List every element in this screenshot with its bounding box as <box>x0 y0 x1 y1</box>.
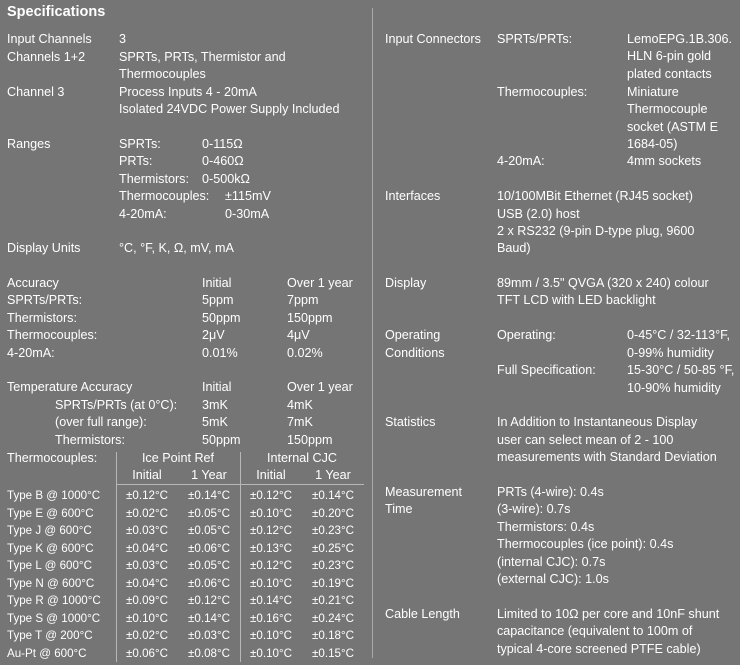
connector-tc-line: Miniature <box>627 85 679 99</box>
accuracy-row-initial: 50ppm <box>202 311 241 325</box>
temp-accuracy-row-initial: 3mK <box>202 398 228 412</box>
statistics-line: user can select mean of 2 - 100 <box>497 433 674 447</box>
tc-row-value: ±0.06°C <box>188 577 230 590</box>
page-title: Specifications <box>7 4 106 20</box>
operating-label: Conditions <box>385 346 445 360</box>
tc-row-value: ±0.05°C <box>188 559 230 572</box>
tc-row-value: ±0.10°C <box>126 612 168 625</box>
tc-row-value: ±0.05°C <box>188 524 230 537</box>
ranges-label: Ranges <box>7 137 51 151</box>
tc-row-value: ±0.19°C <box>312 577 354 590</box>
range-name: SPRTs: <box>119 137 161 151</box>
column-divider <box>372 8 373 658</box>
range-name: PRTs: <box>119 154 153 168</box>
measurement-line: (external CJC): 1.0s <box>497 572 609 586</box>
temp-accuracy-col-initial: Initial <box>202 380 232 394</box>
tc-row-value: ±0.06°C <box>188 542 230 555</box>
range-value: ±115mV <box>225 189 271 203</box>
display-units-value: °C, °F, K, Ω, mV, mA <box>119 241 234 255</box>
full-spec-value: 10-90% humidity <box>627 381 721 395</box>
tc-row-value: ±0.10°C <box>250 507 292 520</box>
accuracy-row-name: SPRTs/PRTs: <box>7 293 83 307</box>
temp-accuracy-row-year: 4mK <box>287 398 313 412</box>
accuracy-row-initial: 5ppm <box>202 293 234 307</box>
tc-row-type: Type E @ 600°C <box>7 507 94 520</box>
connector-tc-line: 1684-05) <box>627 137 678 151</box>
tc-row-value: ±0.12°C <box>126 489 168 502</box>
connector-tc-line: socket (ASTM E <box>627 120 718 134</box>
accuracy-row-initial: 0.01% <box>202 346 238 360</box>
full-spec-value: 15-30°C / 50-85 °F, <box>627 363 735 377</box>
tc-row-value: ±0.13°C <box>250 542 292 555</box>
tc-row-value: ±0.18°C <box>312 629 354 642</box>
temp-accuracy-row-year: 150ppm <box>287 433 333 447</box>
tc-row-type: Type T @ 200°C <box>7 629 93 642</box>
tc-row-value: ±0.12°C <box>250 524 292 537</box>
measurement-line: Thermocouples (ice point): 0.4s <box>497 537 674 551</box>
tc-group-internal-cjc: Internal CJC <box>267 451 337 465</box>
range-name: Thermocouples: <box>119 189 210 203</box>
display-label: Display <box>385 276 427 290</box>
accuracy-col-year: Over 1 year <box>287 276 353 290</box>
tc-row-value: ±0.03°C <box>126 559 168 572</box>
statistics-line: measurements with Standard Deviation <box>497 450 717 464</box>
tc-row-value: ±0.14°C <box>250 594 292 607</box>
temp-accuracy-col-year: Over 1 year <box>287 380 353 394</box>
accuracy-row-name: 4-20mA: <box>7 346 55 360</box>
tc-sub-initial: Initial <box>132 468 162 482</box>
temp-accuracy-row-name: Thermistors: <box>55 433 125 447</box>
tc-row-type: Type B @ 1000°C <box>7 489 101 502</box>
connector-tc-line: Thermocouple <box>627 102 708 116</box>
interfaces-line: USB (2.0) host <box>497 207 580 221</box>
tc-row-value: ±0.23°C <box>312 559 354 572</box>
connector-sprt-line: LemoEPG.1B.306. <box>627 32 733 46</box>
accuracy-row-year: 7ppm <box>287 293 319 307</box>
accuracy-row-name: Thermocouples: <box>7 328 98 342</box>
tc-row-value: ±0.06°C <box>126 647 168 660</box>
measurement-line: (internal CJC): 0.7s <box>497 555 606 569</box>
tc-row-value: ±0.20°C <box>312 507 354 520</box>
range-value: 0-500kΩ <box>202 172 250 186</box>
tc-row-value: ±0.16°C <box>250 612 292 625</box>
interfaces-line: Baud) <box>497 241 531 255</box>
accuracy-label: Accuracy <box>7 276 59 290</box>
tc-row-value: ±0.04°C <box>126 577 168 590</box>
temp-accuracy-row-year: 7mK <box>287 415 313 429</box>
tc-row-value: ±0.23°C <box>312 524 354 537</box>
cable-label: Cable Length <box>385 607 460 621</box>
temp-accuracy-row-name: (over full range): <box>55 415 147 429</box>
range-name: Thermistors: <box>119 172 189 186</box>
operating-label: Operating <box>385 328 441 342</box>
tc-row-value: ±0.21°C <box>312 594 354 607</box>
measurement-label: Time <box>385 502 413 516</box>
statistics-label: Statistics <box>385 415 436 429</box>
tc-row-type: Type L @ 600°C <box>7 559 92 572</box>
operating-value: 0-99% humidity <box>627 346 714 360</box>
tc-row-type: Type S @ 1000°C <box>7 612 101 625</box>
display-line: 89mm / 3.5" QVGA (320 x 240) colour <box>497 276 709 290</box>
cable-line: typical 4-core screened PTFE cable) <box>497 642 701 656</box>
accuracy-row-initial: 2μV <box>202 328 225 342</box>
tc-row-value: ±0.08°C <box>188 647 230 660</box>
measurement-line: (3-wire): 0.7s <box>497 502 571 516</box>
tc-row-type: Type J @ 600°C <box>7 524 92 537</box>
tc-row-value: ±0.12°C <box>250 559 292 572</box>
statistics-line: In Addition to Instantaneous Display <box>497 415 698 429</box>
tc-sub-initial: Initial <box>256 468 286 482</box>
tc-row-value: ±0.09°C <box>126 594 168 607</box>
measurement-label: Measurement <box>385 485 462 499</box>
tc-row-value: ±0.10°C <box>250 577 292 590</box>
tc-row-value: ±0.05°C <box>188 507 230 520</box>
temp-accuracy-row-initial: 50ppm <box>202 433 241 447</box>
tc-row-value: ±0.12°C <box>188 594 230 607</box>
tc-row-type: Type N @ 600°C <box>7 577 95 590</box>
input-channels-value: 3 <box>119 32 127 46</box>
channel-3-line2: Isolated 24VDC Power Supply Included <box>119 102 340 116</box>
operating-value: 0-45°C / 32-113°F, <box>627 328 730 342</box>
tc-header-rule <box>116 484 364 485</box>
operating-name: Operating: <box>497 328 556 342</box>
display-line: TFT LCD with LED backlight <box>497 293 656 307</box>
input-connectors-label: Input Connectors <box>385 32 481 46</box>
range-name: 4-20mA: <box>119 207 167 221</box>
interfaces-line: 10/100MBit Ethernet (RJ45 socket) <box>497 189 693 203</box>
accuracy-row-year: 0.02% <box>287 346 323 360</box>
accuracy-row-year: 150ppm <box>287 311 333 325</box>
range-value: 0-115Ω <box>202 137 243 151</box>
measurement-line: Thermistors: 0.4s <box>497 520 595 534</box>
tc-row-type: Type K @ 600°C <box>7 542 94 555</box>
tc-row-value: ±0.02°C <box>126 507 168 520</box>
temp-accuracy-label: Temperature Accuracy <box>7 380 133 394</box>
interfaces-line: 2 x RS232 (9-pin D-type plug, 9600 <box>497 224 695 238</box>
tc-row-type: Type R @ 1000°C <box>7 594 101 607</box>
tc-row-value: ±0.03°C <box>188 629 230 642</box>
tc-row-value: ±0.14°C <box>188 489 230 502</box>
tc-row-value: ±0.25°C <box>312 542 354 555</box>
tc-sub-year: 1 Year <box>191 468 227 482</box>
tc-row-value: ±0.03°C <box>126 524 168 537</box>
tc-row-value: ±0.02°C <box>126 629 168 642</box>
tc-row-value: ±0.15°C <box>312 647 354 660</box>
accuracy-row-year: 4μV <box>287 328 310 342</box>
input-channels-label: Input Channels <box>7 32 92 46</box>
temp-accuracy-row-name: SPRTs/PRTs (at 0°C): <box>55 398 178 412</box>
tc-row-type: Au-Pt @ 600°C <box>7 647 87 660</box>
connector-ma-value: 4mm sockets <box>627 154 702 168</box>
connector-tc-name: Thermocouples: <box>497 85 588 99</box>
channels-12-line1: SPRTs, PRTs, Thermistor and <box>119 50 286 64</box>
tc-row-value: ±0.10°C <box>250 629 292 642</box>
cable-line: Limited to 10Ω per core and 10nF shunt <box>497 607 720 621</box>
measurement-line: PRTs (4-wire): 0.4s <box>497 485 604 499</box>
tc-table-label: Thermocouples: <box>7 451 98 465</box>
range-value: 0-460Ω <box>202 154 244 168</box>
connector-sprt-name: SPRTs/PRTs: <box>497 32 573 46</box>
display-units-label: Display Units <box>7 241 81 255</box>
channels-12-label: Channels 1+2 <box>7 50 86 64</box>
tc-group-ice-point: Ice Point Ref <box>141 451 215 465</box>
tc-row-value: ±0.24°C <box>312 612 354 625</box>
tc-row-value: ±0.14°C <box>188 612 230 625</box>
cable-line: capacitance (equivalent to 100m of <box>497 624 693 638</box>
tc-row-value: ±0.10°C <box>250 647 292 660</box>
accuracy-row-name: Thermistors: <box>7 311 77 325</box>
temp-accuracy-row-initial: 5mK <box>202 415 228 429</box>
interfaces-label: Interfaces <box>385 189 441 203</box>
full-spec-name: Full Specification: <box>497 363 596 377</box>
channel-3-label: Channel 3 <box>7 85 65 99</box>
tc-row-value: ±0.12°C <box>250 489 292 502</box>
range-value: 0-30mA <box>225 207 270 221</box>
accuracy-col-initial: Initial <box>202 276 232 290</box>
tc-sub-year: 1 Year <box>315 468 351 482</box>
connector-sprt-line: plated contacts <box>627 67 712 81</box>
channel-3-line1: Process Inputs 4 - 20mA <box>119 85 257 99</box>
tc-row-value: ±0.04°C <box>126 542 168 555</box>
channels-12-line2: Thermocouples <box>119 67 206 81</box>
tc-row-value: ±0.14°C <box>312 489 354 502</box>
connector-ma-name: 4-20mA: <box>497 154 545 168</box>
connector-sprt-line: HLN 6-pin gold <box>627 49 712 63</box>
